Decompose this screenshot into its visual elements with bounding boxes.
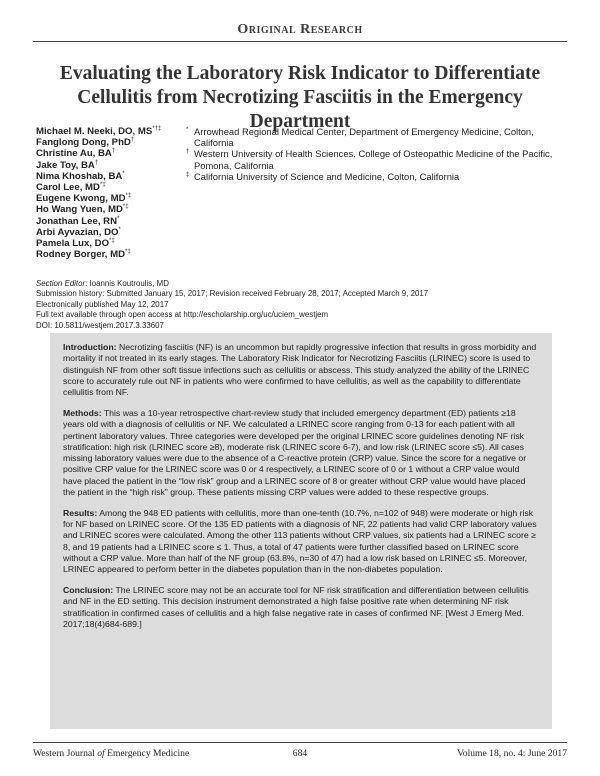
author: Rodney Borger, MD*‡ — [36, 249, 131, 261]
volume-info: Volume 18, no. 4: June 2017 — [457, 748, 567, 759]
affiliation-list — [186, 126, 566, 182]
footer-rule — [33, 742, 567, 743]
section-label: Original Research — [237, 22, 363, 37]
author: Jake Toy, BA† — [36, 159, 99, 171]
article-metadata — [36, 279, 566, 331]
author: Jonathan Lee, RN* — [36, 215, 120, 227]
author-list — [36, 126, 196, 260]
submission-history: Submission history: Submitted January 15, 2017; Revision received February 28, 2017; Accepted March 9, 2017 — [36, 289, 429, 299]
fulltext-link[interactable]: Full text available through open access at http://escholarship.org/uc/uciem_westjem — [36, 310, 329, 320]
page-number: 684 — [292, 748, 308, 759]
author: Eugene Kwong, MD*‡ — [36, 193, 132, 205]
affiliation: ‡ California University of Science and Medicine, Colton, California — [186, 170, 460, 182]
author: Nima Khoshab, BA* — [36, 170, 125, 182]
journal-name: Western Journal of Emergency Medicine — [33, 748, 190, 759]
published-date: Electronically published May 12, 2017 — [36, 299, 169, 309]
doi[interactable]: DOI: 10.5811/westjem.2017.3.33607 — [36, 320, 164, 330]
affiliation: * Arrowhead Regional Medical Center, Department of Emergency Medicine, Colton, California — [186, 126, 534, 149]
abstract-results: Results: Among the 948 ED patients with cellulitis, more than one-tenth (10.7%, n=102 of 948) were moderate or high risk for NF based on LRINEC score. Of the 135 ED patients with a diagnosis of NF, 22 patients had valid CRP laboratory values and LRINEC scores were calculated. Among the other 113 patients without CRP values, six patients had a LRINEC score ≥ 8, and 19 patients had a LRINEC score ≤ 1. Thus, a total of 47 patients were further classified based on LRINEC score without a CRP value. More than half of the NF group (63.8%, n=30 of 47) had a low risk based on LRINEC ≤5. Moreover, LRINEC appeared to perform better in the diabetes population than in the non-diabetes population. — [63, 507, 537, 575]
abstract-box — [50, 333, 552, 729]
abstract-methods: Methods: This was a 10-year retrospective chart-review study that included emergency department (ED) patients ≥18 years old with a diagnosis of cellulitis or NF. We calculated a LRINEC score ranging from 0-13 for each patient with all pertinent laboratory values. Three categories were developed per the original LRINEC score guidelines denoting NF risk stratification: high risk (LRINEC score ≥8), moderate risk (LRINEC score 6-7), and low risk (LRINEC score ≤5). All cases missing laboratory values were due to the absence of a C-reactive protein (CRP) value. Since the score for a negative or positive CRP value for the LRINEC score was 0 or 4 respectively, a LRINEC score of 0 or 1 without a CRP value would have placed the patient in the “low risk” group and a LRINEC score of 8 or greater without CRP value would have placed the patient in the “high risk” group. These patients missing CRP values were added to these respective groups. — [63, 407, 527, 498]
abstract-introduction: Introduction: Necrotizing fasciitis (NF) is an uncommon but rapidly progressive infection that results in gross morbidity and mortality if not treated in its early stages. The Laboratory Risk Indicator for Necrotizing Fasciitis (LRINEC) score is used to distinguish NF from other soft tissue infections such as cellulitis or abscess. This study analyzed the ability of the LRINEC score to accurately rule out NF in patients who were confirmed to have cellulitis, as well as the capability to differentiate cellulitis from NF. — [63, 342, 537, 398]
author: Fanglong Dong, PhD† — [36, 137, 135, 149]
affiliation: † Western University of Health Sciences, College of Osteopathic Medicine of the Pacific, Pomona, California — [186, 148, 553, 171]
article-title: Evaluating the Laboratory Risk Indicator to Differentiate Cellulitis from Necrotizing Fasciitis in the Emergency Department — [59, 63, 541, 132]
author: Christine Au, BA† — [36, 148, 116, 160]
author: Michael M. Neeki, DO, MS*†‡ — [36, 125, 162, 137]
author: Carol Lee, MD*‡ — [36, 181, 106, 194]
abstract-conclusion: Conclusion: The LRINEC score may not be an accurate tool for NF risk stratification and differentiation between cellulitis and NF in the ED setting. This decision instrument demonstrated a high false positive rate when determining NF risk stratification in confirmed cases of cellulitis and a high false negative rate in cases of confirmed NF. [West J Emerg Med. 2017;18(4)684-689.] — [63, 585, 529, 630]
author: Pamela Lux, DO*‡ — [36, 237, 115, 250]
author: Ho Wang Yuen, MD*‡ — [36, 204, 129, 216]
header-rule — [33, 41, 567, 42]
section-editor: Section Editor: Ioannis Koutroulis, MD — [36, 279, 169, 288]
author: Arbi Ayvazian, DO* — [36, 226, 121, 238]
